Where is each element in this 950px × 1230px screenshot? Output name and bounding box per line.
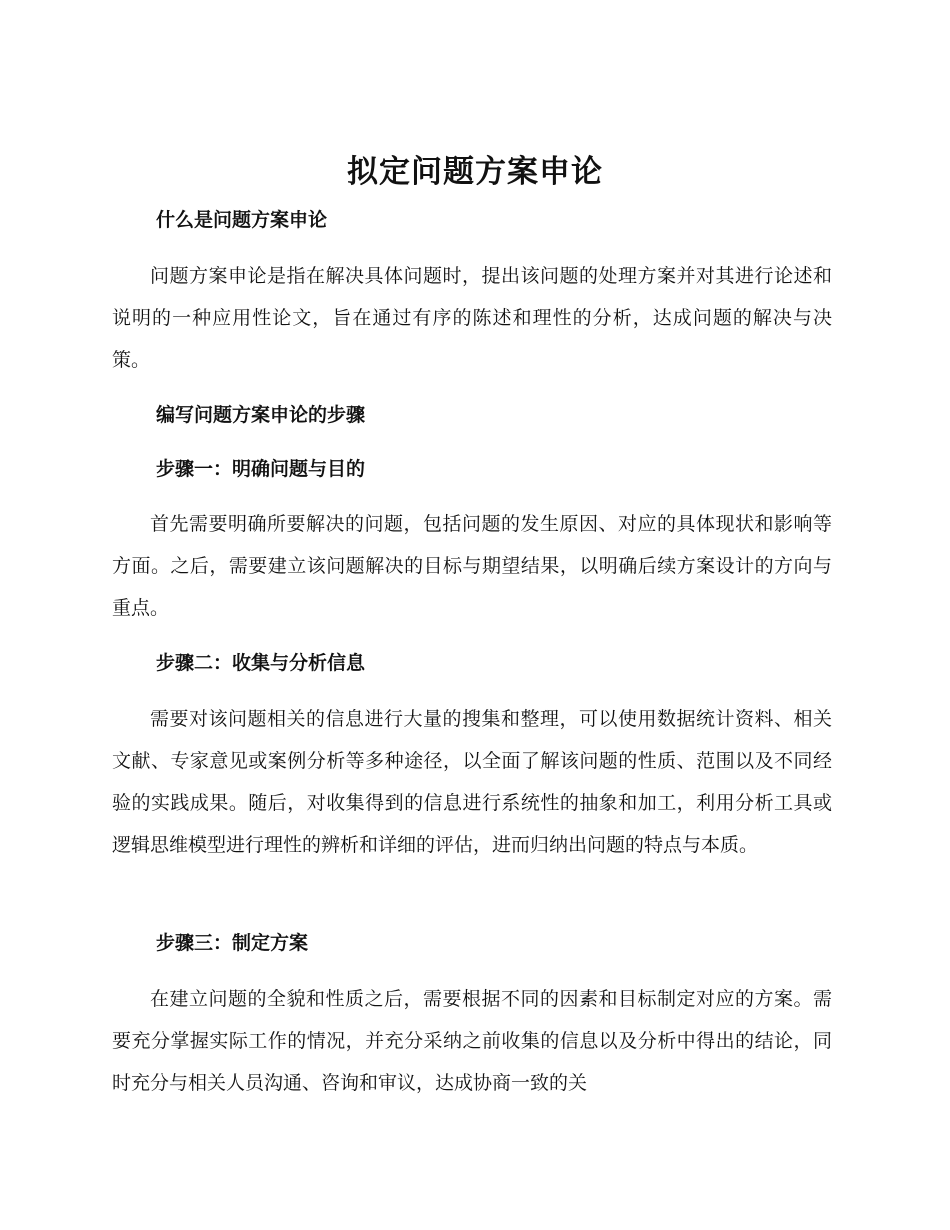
section-heading-step-one: 步骤一：明确问题与目的 xyxy=(156,458,366,480)
section-heading-what-is: 什么是问题方案申论 xyxy=(156,209,328,231)
section-heading-step-three: 步骤三：制定方案 xyxy=(156,932,309,954)
section-heading-steps: 编写问题方案申论的步骤 xyxy=(156,404,366,426)
section-paragraph-step-one: 首先需要明确所要解决的问题，包括问题的发生原因、对应的具体现状和影响等方面。之后，需要建立该问题解决的目标与期望结果，以明确后续方案设计的方向与重点。 xyxy=(112,513,832,619)
document-title: 拟定问题方案申论 xyxy=(347,154,603,190)
section-paragraph-step-two: 需要对该问题相关的信息进行大量的搜集和整理，可以使用数据统计资料、相关文献、专家意见或案例分析等多种途径，以全面了解该问题的性质、范围以及不同经验的实践成果。随后，对收集得到的信息进行系统性的抽象和加工，利用分析工具或逻辑思维模型进行理性的辨析和详细的评估，进而归纳出问题的特点与本质。 xyxy=(112,708,832,856)
section-paragraph-step-three: 在建立问题的全貌和性质之后，需要根据不同的因素和目标制定对应的方案。需要充分掌握实际工作的情况，并充分采纳之前收集的信息以及分析中得出的结论，同时充分与相关人员沟通、咨询和审议，达成协商一致的关 xyxy=(112,988,832,1094)
section-heading-step-two: 步骤二：收集与分析信息 xyxy=(156,652,366,674)
section-paragraph-what-is: 问题方案申论是指在解决具体问题时，提出该问题的处理方案并对其进行论述和说明的一种应用性论文，旨在通过有序的陈述和理性的分析，达成问题的解决与决策。 xyxy=(112,265,832,371)
